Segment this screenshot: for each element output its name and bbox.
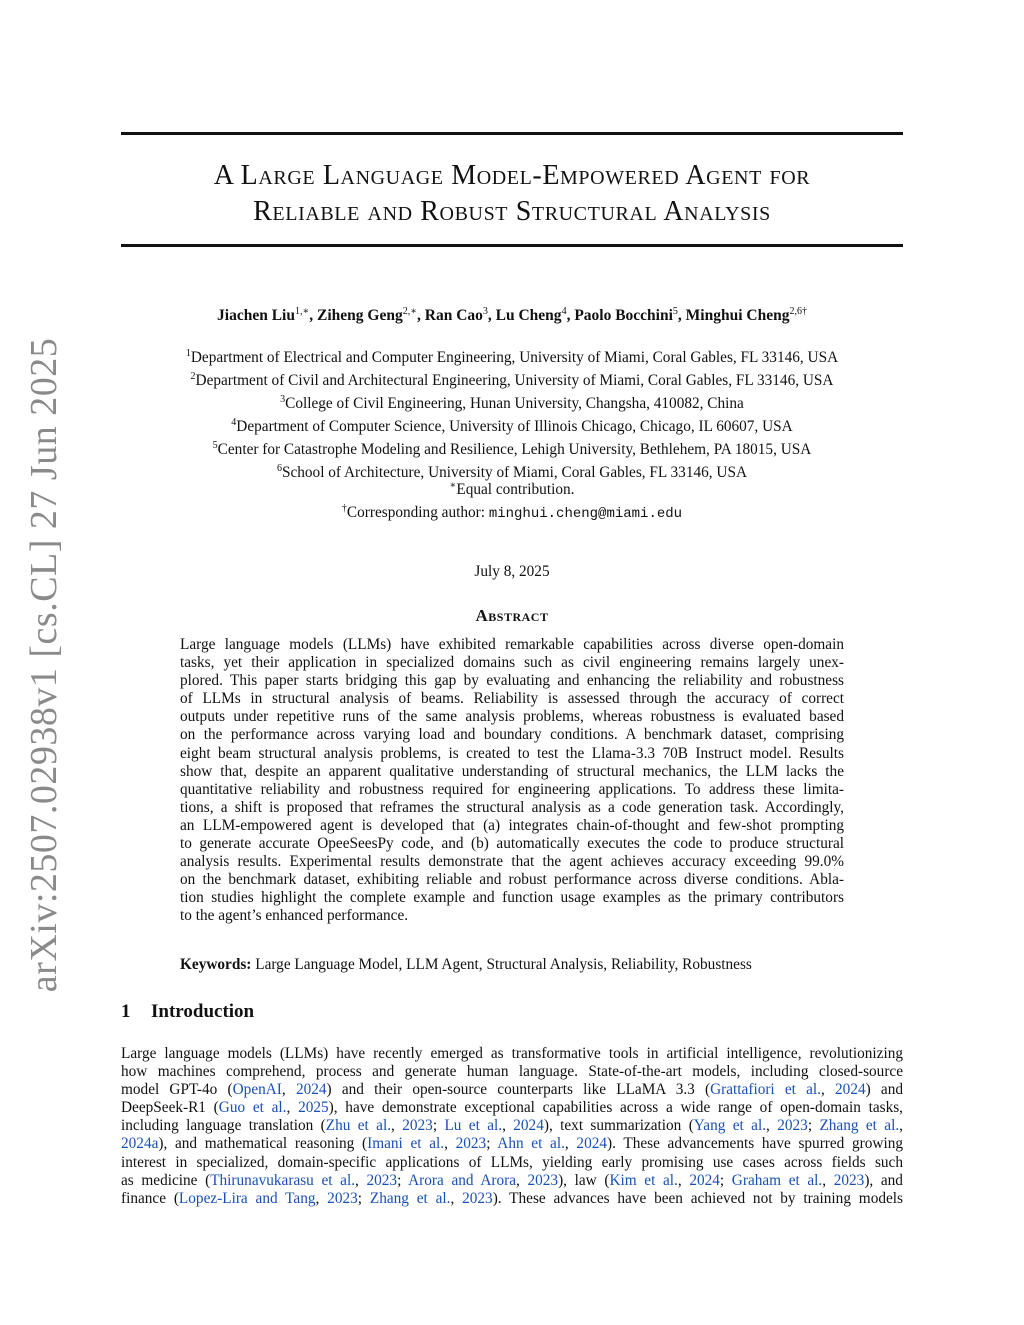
abstract-line: on the benchmark dataset, exhibiting reliable and robust performance across diverse conditions. Abla- [180, 871, 844, 889]
intro-text: ), have demonstrate exceptional capabilities across a wide range of open-domain tasks, [328, 1099, 903, 1117]
intro-text: , [281, 1081, 296, 1099]
corresponding-author-label: Corresponding author: [346, 504, 489, 522]
keywords-label: Keywords: [180, 956, 252, 973]
affiliation [121, 367, 903, 390]
abstract-body [180, 636, 844, 926]
section-heading-introduction [121, 1001, 254, 1023]
intro-line [121, 1154, 903, 1172]
affiliation-text: Department of Civil and Architectural Engineering, University of Miami, Coral Gables, FL 33146, USA [195, 372, 834, 390]
section-number: 1 [121, 1001, 131, 1022]
affiliation [121, 344, 903, 367]
intro-text: , [822, 1171, 834, 1189]
author-affiliation-marker: 3 [482, 306, 488, 317]
keywords-line [180, 956, 844, 974]
citation-link[interactable]: Grattafiori et al. [710, 1081, 821, 1099]
intro-line [121, 1172, 903, 1190]
intro-text: interest in specialized, domain-specific applications of LLMs, yielding early promising use cases across fields such [121, 1153, 903, 1171]
intro-text: as medicine ( [121, 1171, 211, 1189]
intro-text: model GPT-4o ( [121, 1081, 233, 1099]
author-name: Jiachen Liu [217, 307, 295, 325]
keywords-text: Large Language Model, LLM Agent, Structural Analysis, Reliability, Robustness [255, 956, 752, 973]
intro-text: including language translation ( [121, 1117, 326, 1135]
author [425, 307, 488, 324]
citation-link[interactable]: 2024 [576, 1135, 608, 1153]
intro-line [121, 1063, 903, 1081]
abstract-line: show that, despite an apparent qualitative understanding of structural mechanics, the LLM lacks the [180, 762, 844, 780]
abstract-line: plored. This paper starts bridging this gap by evaluating and enhancing the reliability and robustness [180, 672, 844, 690]
author-affiliation-marker: 2,∗ [402, 306, 418, 317]
intro-text: ; [719, 1171, 732, 1189]
intro-text: ), and mathematical reasoning ( [158, 1135, 368, 1153]
abstract-line: Large language models (LLMs) have exhibited remarkable capabilities across diverse open-domain [180, 636, 844, 653]
intro-text: DeepSeek-R1 ( [121, 1099, 219, 1117]
affiliation-text: School of Architecture, University of Miami, Coral Gables, FL 33146, USA [281, 464, 748, 482]
intro-text: , [820, 1081, 836, 1099]
intro-text: finance ( [121, 1189, 179, 1207]
section-title: Introduction [151, 1001, 255, 1022]
abstract-line: to generate accurate OpeeSeesPy code, and (b) automatically executes the code to produce structural [180, 835, 844, 853]
abstract-line: outputs under repetitive runs of the same analysis problems, whereas robustness is evaluated based [180, 708, 844, 726]
citation-link[interactable]: 2023 [366, 1171, 398, 1189]
citation-link[interactable]: 2023 [327, 1189, 358, 1207]
title-bottom-rule [121, 244, 903, 247]
citation-link[interactable]: 2023 [402, 1117, 433, 1135]
intro-text: ; [432, 1117, 445, 1135]
affiliation-text: College of Civil Engineering, Hunan University, Changsha, 410082, China [285, 395, 744, 413]
author-affiliation-marker: 2,6† [789, 306, 807, 317]
citation-link[interactable]: OpenAI [232, 1081, 282, 1099]
publication-date: July 8, 2025 [474, 563, 550, 580]
intro-text: , [450, 1189, 463, 1207]
affiliation-text: Department of Electrical and Computer Engineering, University of Miami, Coral Gables, FL 33146, USA [190, 349, 839, 367]
intro-text: , [564, 1135, 577, 1153]
abstract-line: on the performance across varying load and boundary conditions. A benchmark dataset, comprising [180, 726, 844, 744]
affiliation-text: Center for Catastrophe Modeling and Resilience, Lehigh University, Bethlehem, PA 18015, USA [217, 441, 812, 459]
title-line-2: Reliable and Robust Structural Analysis [253, 196, 771, 227]
author [686, 307, 807, 324]
intro-text: ; [807, 1117, 820, 1135]
citation-link[interactable]: Imani et al. [367, 1135, 445, 1153]
author-affiliation-marker: 5 [672, 306, 678, 317]
equal-contribution-text: Equal contribution. [456, 481, 575, 499]
citation-link[interactable]: Thirunavukarasu et al. [210, 1171, 356, 1189]
author-affiliation-marker: 4 [561, 306, 567, 317]
abstract-line: an LLM-empowered agent is developed that (a) integrates chain-of-thought and few-shot prompting [180, 816, 844, 834]
affiliation [121, 413, 903, 436]
affiliation [121, 436, 903, 459]
arxiv-identifier-stamp: arXiv:2507.02938v1 [cs.CL] 27 Jun 2025 [23, 337, 65, 993]
author-name: Ziheng Geng [317, 307, 403, 325]
abstract-heading: Abstract [475, 606, 549, 625]
affiliation-marker: 1 [185, 348, 191, 359]
intro-line [121, 1081, 903, 1099]
equal-contribution-note [121, 476, 903, 499]
author-notes [121, 476, 903, 524]
author [217, 307, 309, 324]
author-list: Jiachen Liu$^{1,∗}$, Ziheng Geng$^{2,∗}$, Ran Cao$^3$, Lu Cheng$^4$, Paolo Bocchini$^5$, Minghui Cheng$^{2,6\dagger}$ [217, 306, 807, 325]
citation-link[interactable]: Zhang et al. [369, 1189, 451, 1207]
citation-link[interactable]: 2023 [777, 1117, 808, 1135]
intro-text: Large language models (LLMs) have recently emerged as transformative tools in artificial intelligence, revolutionizing [121, 1045, 903, 1062]
author-name: Paolo Bocchini [574, 307, 673, 325]
intro-text: ; [397, 1171, 409, 1189]
citation-link[interactable]: Lu et al. [444, 1117, 503, 1135]
citation-link[interactable]: 2023 [462, 1189, 493, 1207]
abstract-line: of LLMs in structural analysis of beams. Reliability is assessed through the accuracy of correct [180, 690, 844, 708]
citation-link[interactable]: Ahn et al. [497, 1135, 565, 1153]
corresponding-author-note [121, 499, 903, 524]
intro-text: ) and [865, 1081, 903, 1099]
citation-link[interactable]: 2023 [833, 1171, 865, 1189]
intro-text: , [286, 1099, 299, 1117]
citation-link[interactable]: Arora and Arora [408, 1171, 516, 1189]
intro-text: ; [357, 1189, 370, 1207]
abstract-line: quantitative reliability and robustness required for engineering applications. To address these limita- [180, 780, 844, 798]
citation-link[interactable]: 2024a [121, 1135, 159, 1153]
intro-text: , [516, 1171, 528, 1189]
affiliation-marker: 4 [231, 417, 237, 429]
intro-line [121, 1045, 903, 1063]
author-name: Ran Cao [424, 307, 483, 325]
intro-line [121, 1099, 903, 1117]
affiliation-marker: 2 [190, 371, 196, 383]
affiliation-list [121, 344, 903, 483]
intro-text: , [502, 1117, 514, 1135]
citation-link[interactable]: 2024 [689, 1171, 720, 1189]
corresponding-author-email[interactable]: minghui.cheng@miami.edu [488, 506, 683, 523]
author-name: Lu Cheng [495, 307, 562, 325]
intro-text: , [899, 1117, 903, 1135]
citation-link[interactable]: Kim et al. [609, 1171, 678, 1189]
author [574, 307, 678, 324]
citation-link[interactable]: 2024 [295, 1081, 327, 1099]
citation-link[interactable]: 2023 [527, 1171, 559, 1189]
intro-text: ). These advances have been achieved not by training models [492, 1189, 903, 1207]
affiliation [121, 390, 903, 413]
intro-line [121, 1190, 903, 1208]
citation-link[interactable]: Guo et al. [218, 1099, 287, 1117]
title-top-rule [121, 132, 903, 135]
citation-link[interactable]: Yang et al. [693, 1117, 767, 1135]
citation-link[interactable]: Graham et al. [731, 1171, 823, 1189]
author [496, 307, 567, 324]
intro-line [121, 1135, 903, 1153]
intro-text: ), law ( [558, 1171, 610, 1189]
abstract-line: tions, a shift is proposed that reframes the structural analysis as a code generation task. Accordingly, [180, 798, 844, 816]
author [317, 307, 417, 324]
abstract-line: tasks, yet their application in specialized domains such as civil engineering remains largely unex- [180, 654, 844, 672]
corresponding-author-marker: † [341, 503, 347, 515]
intro-text: ; [486, 1135, 498, 1153]
author-name: Minghui Cheng [685, 307, 790, 325]
intro-text: ), text summarization ( [543, 1117, 694, 1135]
paper-title [121, 158, 903, 230]
affiliation-marker: 5 [212, 440, 218, 452]
affiliation-text: Department of Computer Science, University of Illinois Chicago, Chicago, IL 60607, USA [236, 418, 793, 436]
abstract-line: eight beam structural analysis problems, is created to test the Llama-3.3 70B Instruct model. Results [180, 744, 844, 762]
abstract-line: to the agent’s enhanced performance. [180, 907, 409, 925]
equal-contribution-marker: ∗ [449, 480, 457, 491]
citation-link[interactable]: Lopez-Lira and Tang [178, 1189, 316, 1207]
intro-text: , [766, 1117, 778, 1135]
intro-text: , [315, 1189, 328, 1207]
intro-text: , [677, 1171, 690, 1189]
author-affiliation-marker: 1,∗ [294, 306, 310, 317]
intro-text: , [355, 1171, 367, 1189]
intro-text: , [391, 1117, 403, 1135]
citation-link[interactable]: 2024 [835, 1081, 866, 1099]
abstract-line: analysis results. Experimental results demonstrate that the agent achieves accuracy exceeding 99.0% [180, 853, 844, 871]
title-line-1: A Large Language Model-Empowered Agent for [213, 160, 811, 191]
affiliation-marker: 3 [280, 394, 286, 406]
citation-link[interactable]: Zhu et al. [325, 1117, 392, 1135]
citation-link[interactable]: 2023 [455, 1135, 487, 1153]
intro-text: ), and [864, 1171, 903, 1189]
intro-text: ). These advancements have spurred growing [607, 1135, 903, 1153]
affiliation-marker: 6 [276, 463, 282, 475]
intro-text: how machines comprehend, process and generate human language. State-of-the-art models, including closed-source [121, 1063, 903, 1081]
citation-link[interactable]: 2025 [298, 1099, 329, 1117]
abstract-line: tion studies highlight the complete example and function usage examples as the primary contributors [180, 889, 844, 907]
introduction-body [121, 1045, 903, 1208]
intro-text: ) and their open-source counterparts like LLaMA 3.3 ( [326, 1081, 711, 1099]
intro-line [121, 1117, 903, 1135]
citation-link[interactable]: Zhang et al. [819, 1117, 900, 1135]
intro-text: , [444, 1135, 456, 1153]
citation-link[interactable]: 2024 [513, 1117, 544, 1135]
